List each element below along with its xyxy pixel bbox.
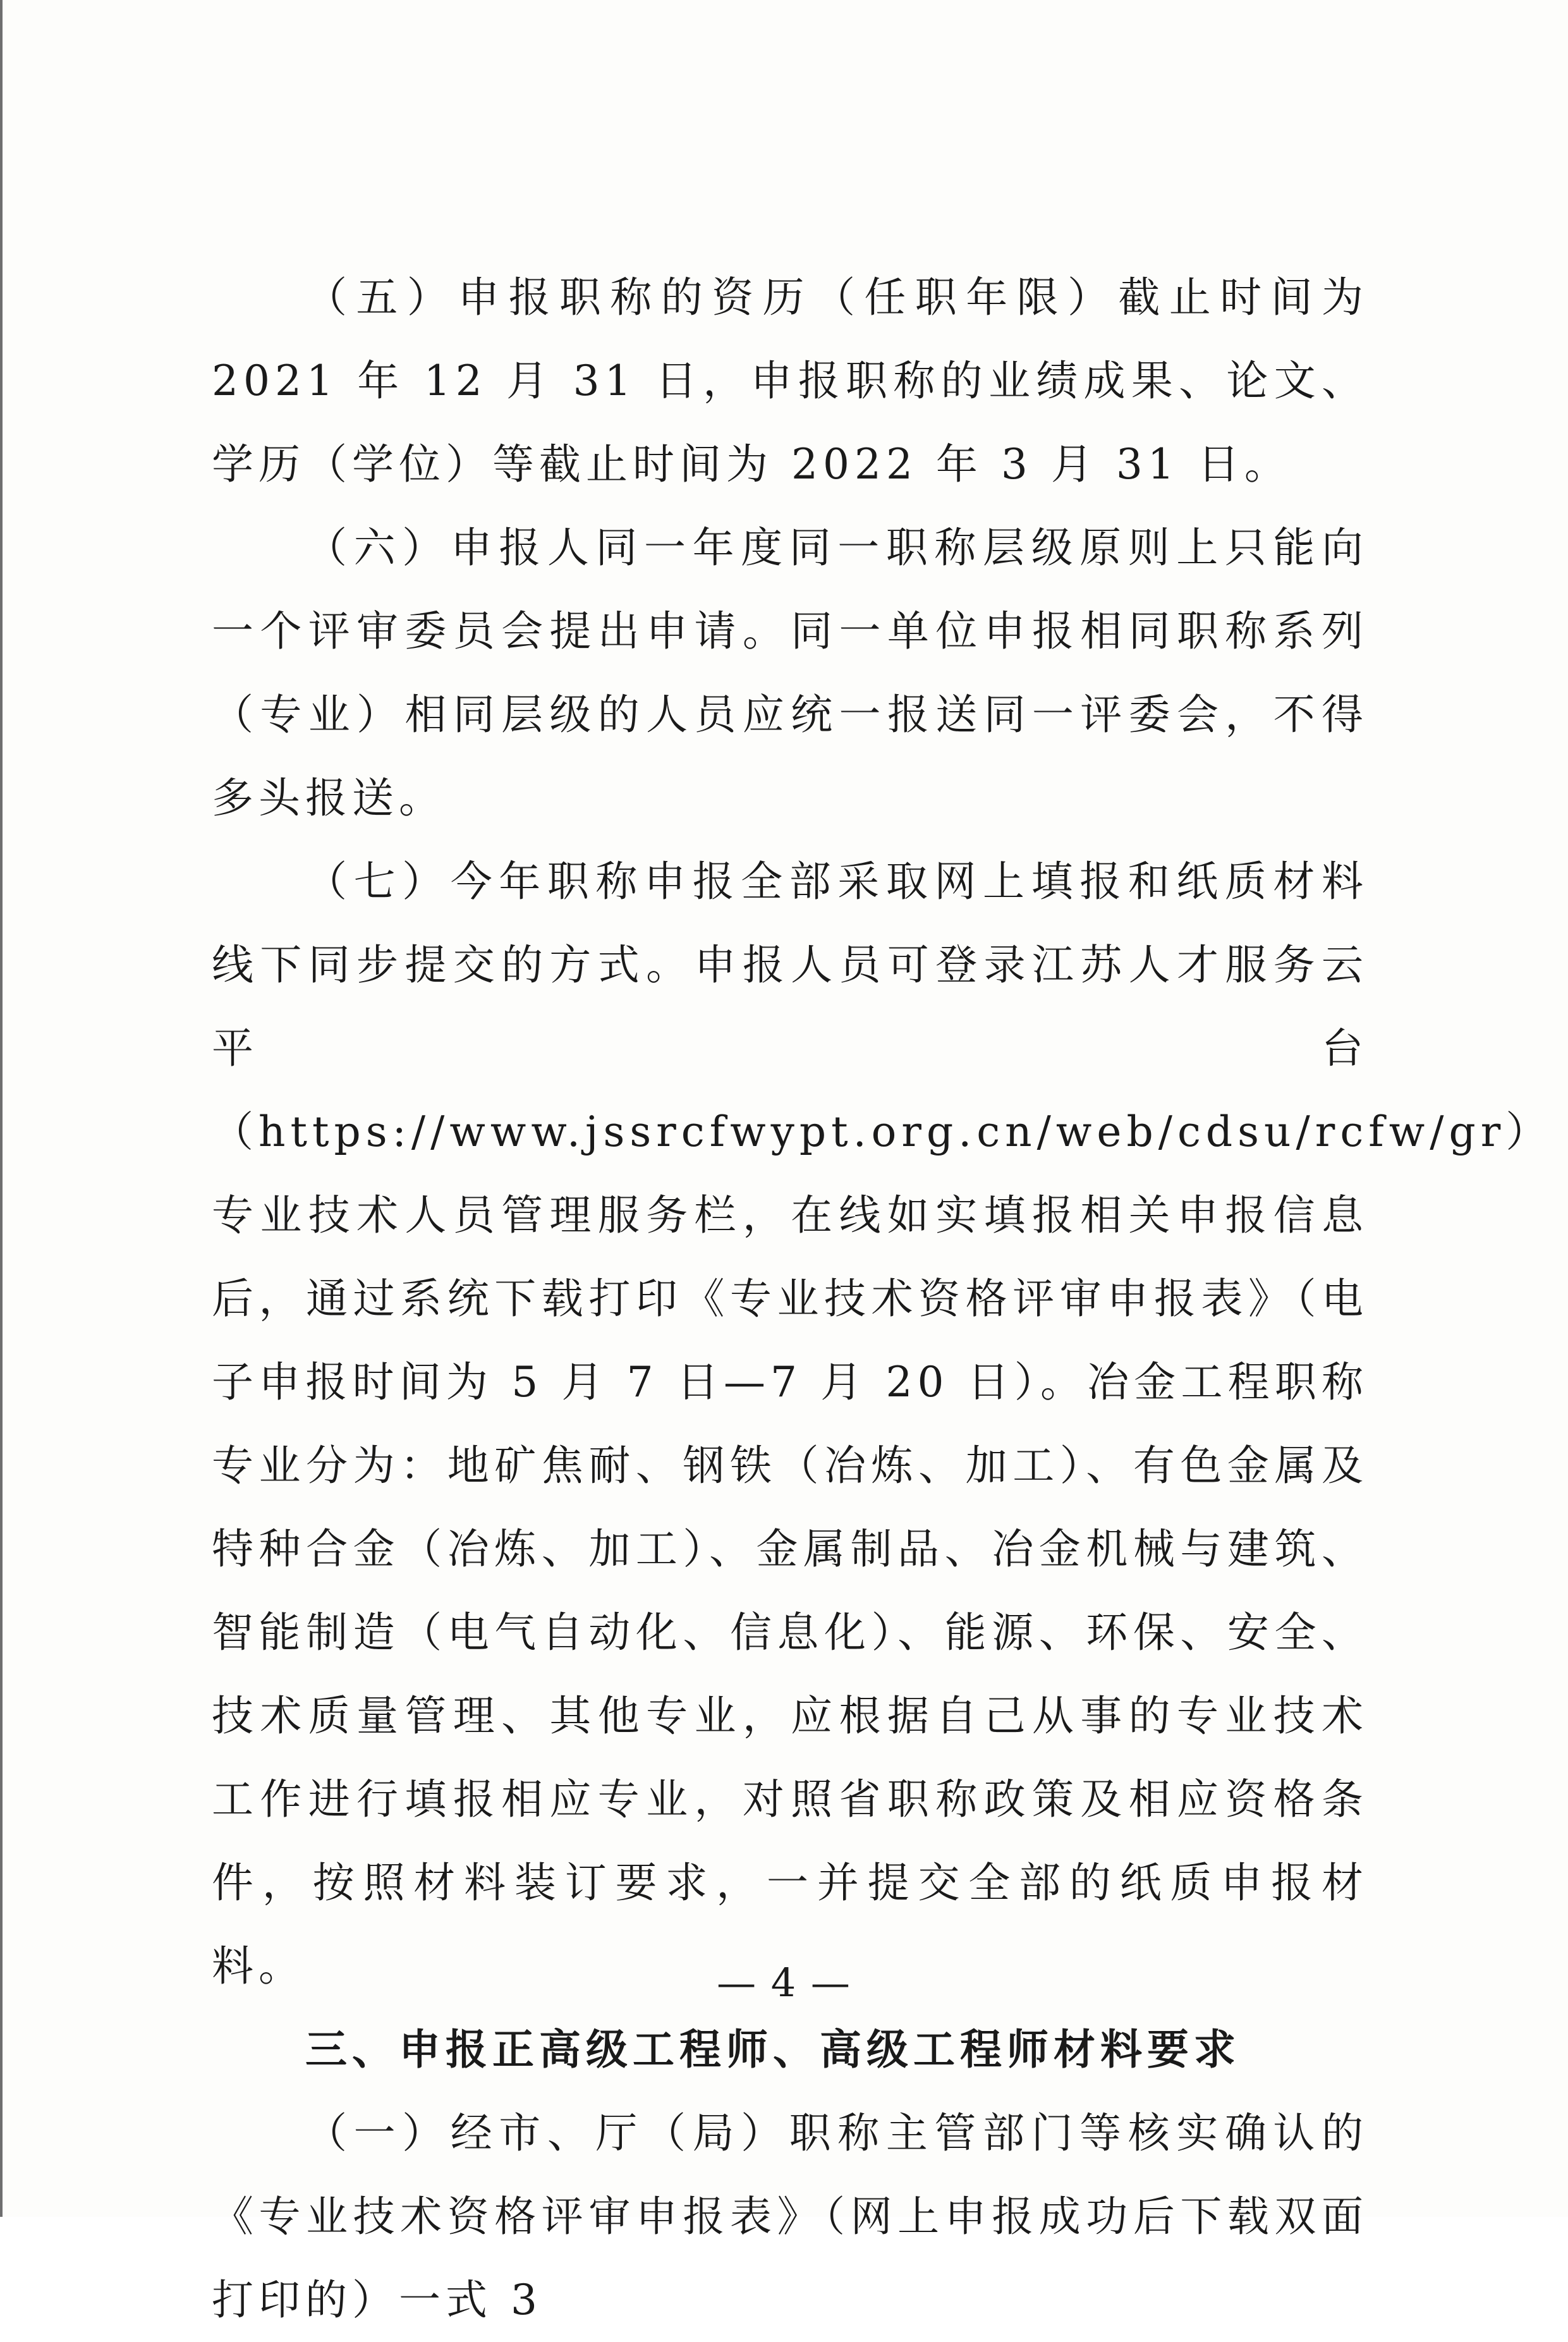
- paragraph-item-1: （一）经市、厅（局）职称主管部门等核实确认的《专业技术资格评审申报表》（网上申报成功后下载双面打印的）一式 3: [212, 2109, 1368, 2324]
- paragraph-item-6: （六）申报人同一年度同一职称层级原则上只能向一个评审委员会提出申请。同一单位申报相同职称系列（专业）相同层级的人员应统一报送同一评委会，不得多头报送。: [212, 523, 1368, 822]
- page-number: — 4 —: [717, 1960, 851, 2006]
- document-body: [212, 256, 1553, 2342]
- scan-edge-shadow: [0, 0, 3, 2217]
- section-heading-3: 三、申报正高级工程师、高级工程师材料要求: [305, 2025, 1241, 2074]
- paragraph-item-7: （七）今年职称申报全部采取网上填报和纸质材料线下同步提交的方式。申报人员可登录江苏人才服务云平台（https://www.jssrcfwypt.org.cn/web/cdsu/rcfw/gr）专业技术人员管理服务栏，在线如实填报相关申报信息后，通过系统下载打印《专业技术资格评审申报表》（电子申报时间为 5 月 7 日—7 月 20 日）。冶金工程职称专业分为：地矿焦耐、钢铁（冶炼、加工）、有色金属及特种合金（冶炼、加工）、金属制品、冶金机械与建筑、智能制造（电气自动化、信息化）、能源、环保、安全、技术质量管理、其他专业，应根据自己从事的专业技术工作进行填报相应专业，对照省职称政策及相应资格条件，按照材料装订要求，一并提交全部的纸质申报材料。: [212, 857, 1553, 1991]
- paragraph-item-5: （五）申报职称的资历（任职年限）截止时间为 2021 年 12 月 31 日，申报职称的业绩成果、论文、学历（学位）等截止时间为 2022 年 3 月 31 日。: [212, 273, 1368, 489]
